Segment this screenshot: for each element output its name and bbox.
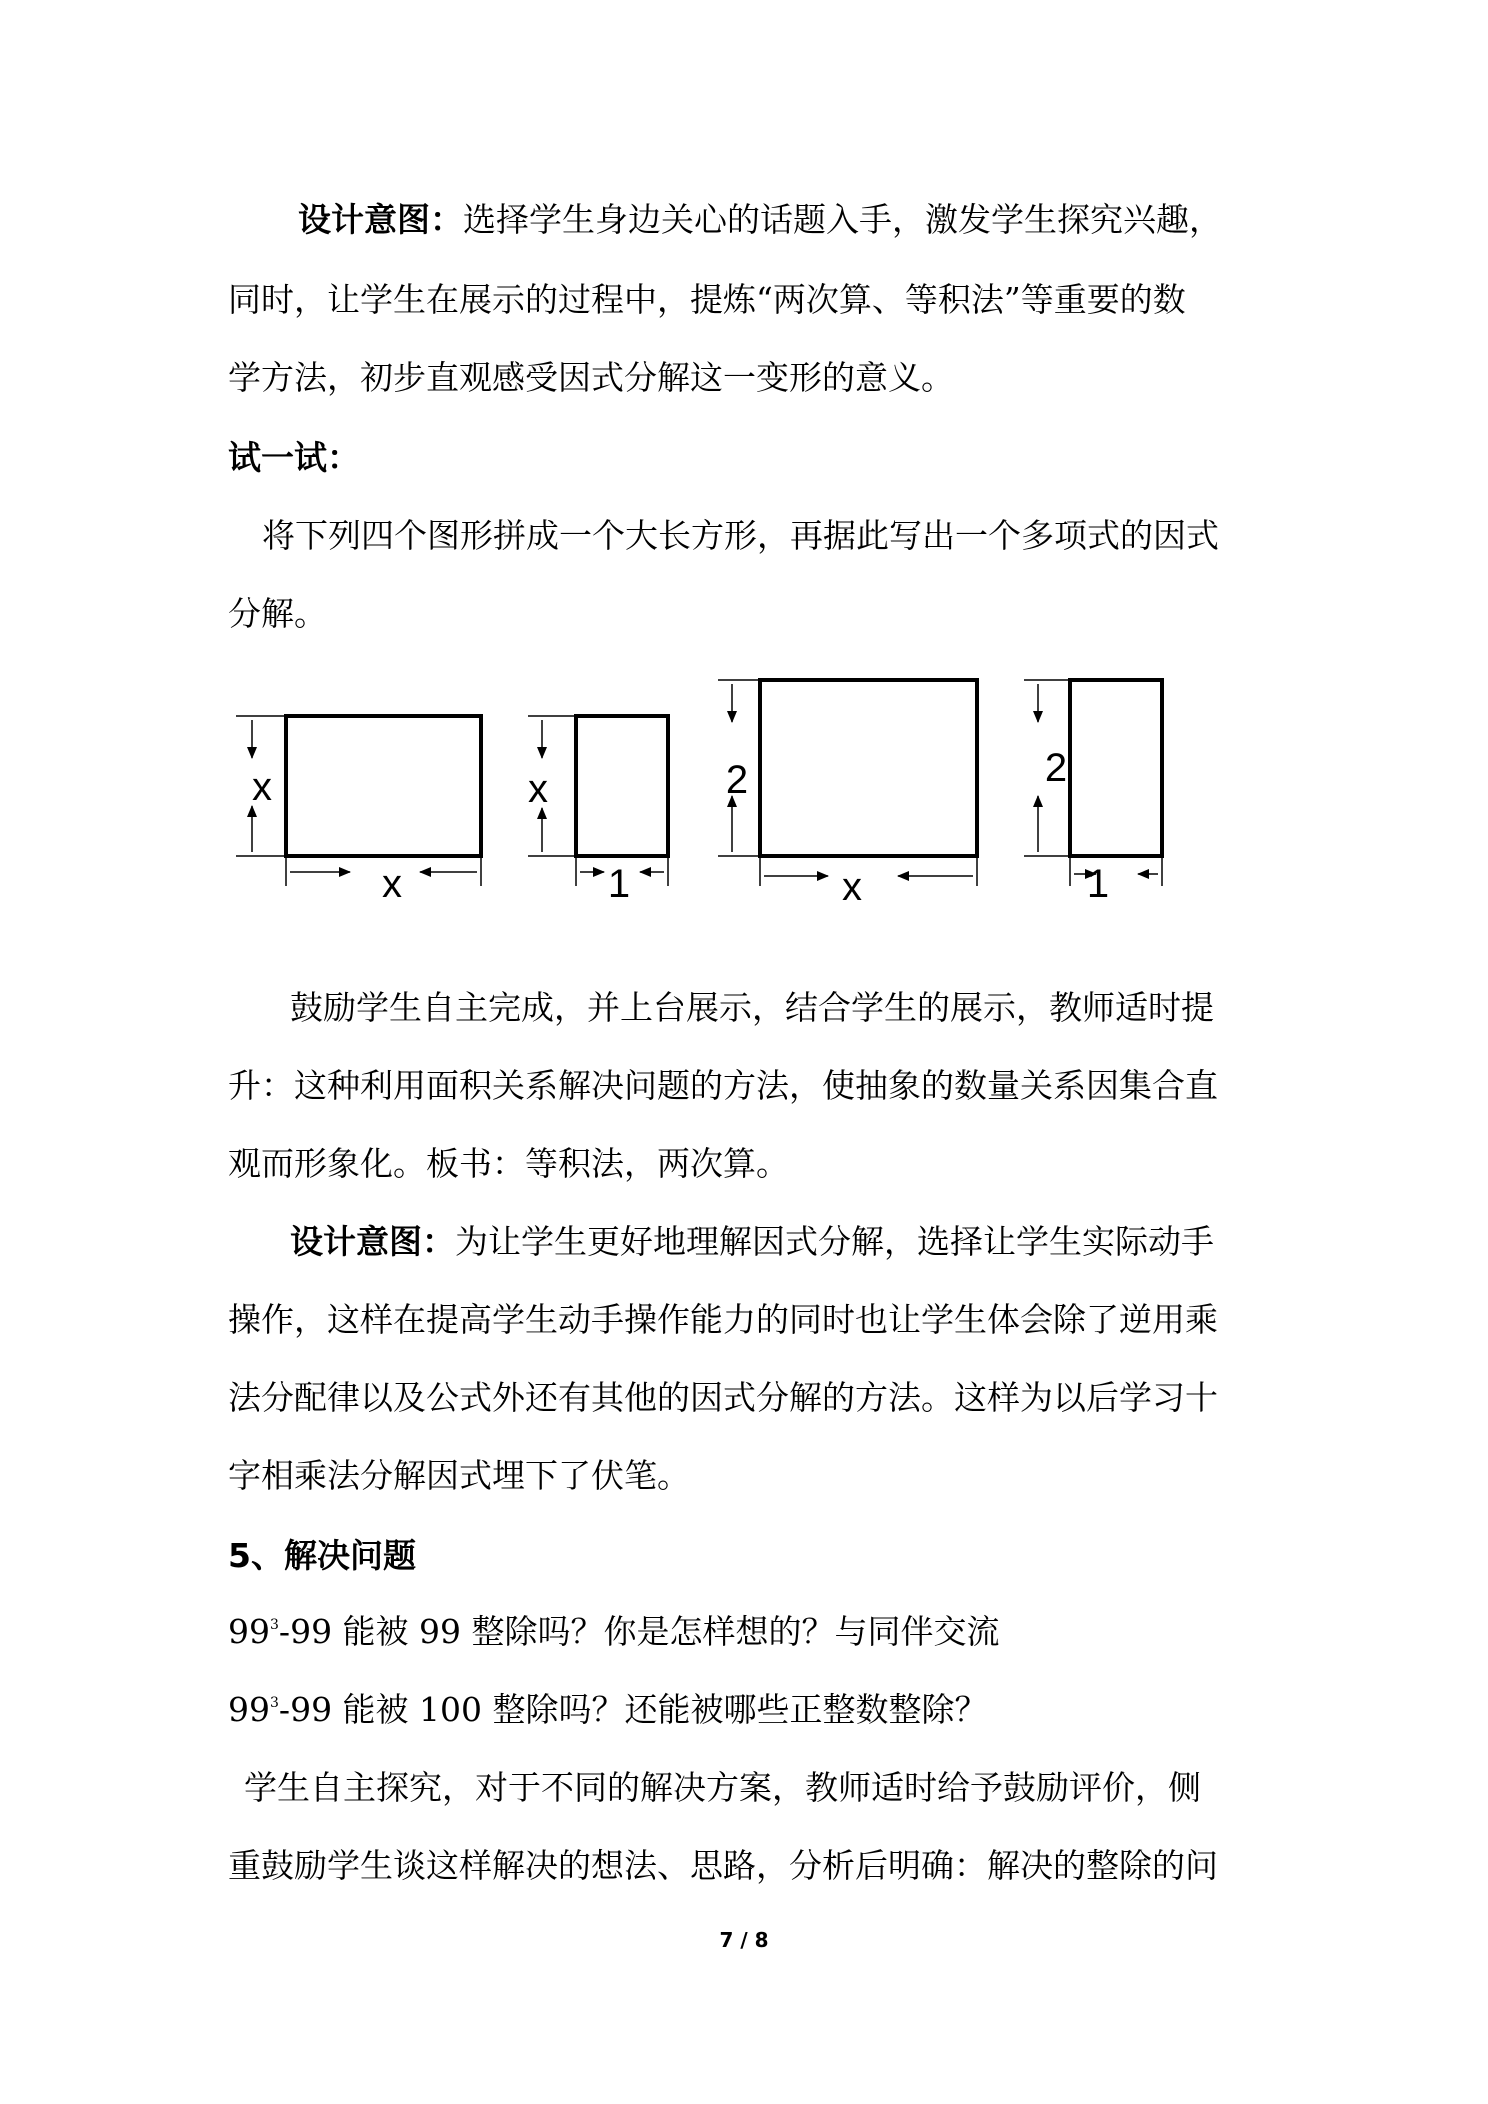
question-text: -99 能被 100 整除吗？还能被哪些正整数整除？ xyxy=(278,1690,988,1729)
question-1 xyxy=(228,1612,1000,1652)
section-heading: 5、解决问题 xyxy=(228,1536,416,1575)
text-line: 选择学生身边关心的话题入手，激发学生探究兴趣， xyxy=(463,200,1222,239)
shape3-width-label: x xyxy=(842,865,862,909)
text-line: 字相乘法分解因式埋下了伏笔。 xyxy=(228,1456,690,1495)
text-line: 重鼓励学生谈这样解决的想法、思路，分析后明确：解决的整除的问 xyxy=(228,1846,1218,1885)
text-line: 观而形象化。板书：等积法，两次算。 xyxy=(228,1144,789,1183)
shape1-width-label: x xyxy=(382,862,402,906)
question-2 xyxy=(228,1690,988,1730)
shape-x-by-1 xyxy=(528,716,668,886)
design-intent-label: 设计意图： xyxy=(290,1222,455,1261)
task-text-line: 分解。 xyxy=(228,594,327,633)
page-number: 7 / 8 xyxy=(719,1928,769,1952)
shape2-height-label: x xyxy=(528,767,548,811)
text-line: 操作，这样在提高学生动手操作能力的同时也让学生体会除了逆用乘 xyxy=(228,1300,1218,1339)
question-base: 99 xyxy=(228,1690,270,1729)
shape2-width-label: 1 xyxy=(607,862,631,906)
text-line: 学方法，初步直观感受因式分解这一变形的意义。 xyxy=(228,358,954,397)
question-exponent: 3 xyxy=(270,1695,279,1711)
design-intent-label: 设计意图： xyxy=(298,200,463,239)
text-line: 为让学生更好地理解因式分解，选择让学生实际动手 xyxy=(455,1222,1214,1261)
rectangles-figure xyxy=(0,0,1488,940)
question-base: 99 xyxy=(228,1612,270,1651)
shape-x-by-x xyxy=(236,716,481,886)
text-line: 升：这种利用面积关系解决问题的方法，使抽象的数量关系因集合直 xyxy=(228,1066,1218,1105)
shape4-width-label: 1 xyxy=(1086,862,1110,906)
shape-2-by-x xyxy=(718,680,977,886)
shape3-height-label: 2 xyxy=(725,758,749,802)
task-text-line: 将下列四个图形拼成一个大长方形，再据此写出一个多项式的因式 xyxy=(262,516,1219,555)
text-line: 同时，让学生在展示的过程中，提炼“两次算、等积法”等重要的数 xyxy=(228,280,1186,319)
text-line: 法分配律以及公式外还有其他的因式分解的方法。这样为以后学习十 xyxy=(228,1378,1218,1417)
design-intent-paragraph-2 xyxy=(290,1222,1214,1262)
question-text: -99 能被 99 整除吗？你是怎样想的？与同伴交流 xyxy=(278,1612,1000,1651)
question-exponent: 3 xyxy=(270,1617,279,1633)
shape4-height-label: 2 xyxy=(1044,746,1068,790)
text-line: 学生自主探究，对于不同的解决方案，教师适时给予鼓励评价，侧 xyxy=(244,1768,1201,1807)
shape1-height-label: x xyxy=(252,765,272,809)
text-line: 鼓励学生自主完成，并上台展示，结合学生的展示，教师适时提 xyxy=(290,988,1214,1027)
try-heading: 试一试： xyxy=(228,438,360,477)
